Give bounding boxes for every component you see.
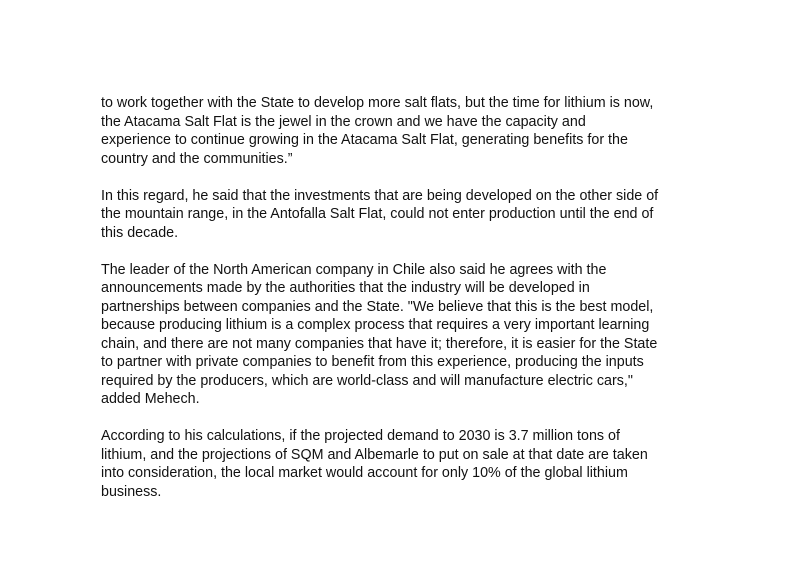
paragraph-3: The leader of the North American company in Chile also said he agrees with the announcements made by the authorities that the industry will be developed in partnerships between companies and the State. "We believe that this is the best model, because producing lithium is a complex process that requires a very important learning chain, and there are not many companies that have it; therefore, it is easier for the State to partner with private companies to benefit from this experience, producing the inputs required by the producers, which are world-class and will manufacture electric cars," added Mehech.	[101, 261, 658, 407]
paragraph-4: According to his calculations, if the projected demand to 2030 is 3.7 million tons of lithium, and the projections of SQM and Albemarle to put on sale at that date are taken into consideration, the local market would account for only 10% of the global lithium business.	[101, 428, 648, 500]
paragraph-2: In this regard, he said that the investments that are being developed on the other side of the mountain range, in the Antofalla Salt Flat, could not enter production until the end of this decade.	[101, 187, 659, 241]
paragraph-1: to work together with the State to develop more salt flats, but the time for lithium is now, the Atacama Salt Flat is the jewel in the crown and we have the capacity and experience to continue growing in the Atacama Salt Flat, generating benefits for the country and the communities.”	[101, 95, 654, 167]
document-body	[101, 94, 701, 520]
